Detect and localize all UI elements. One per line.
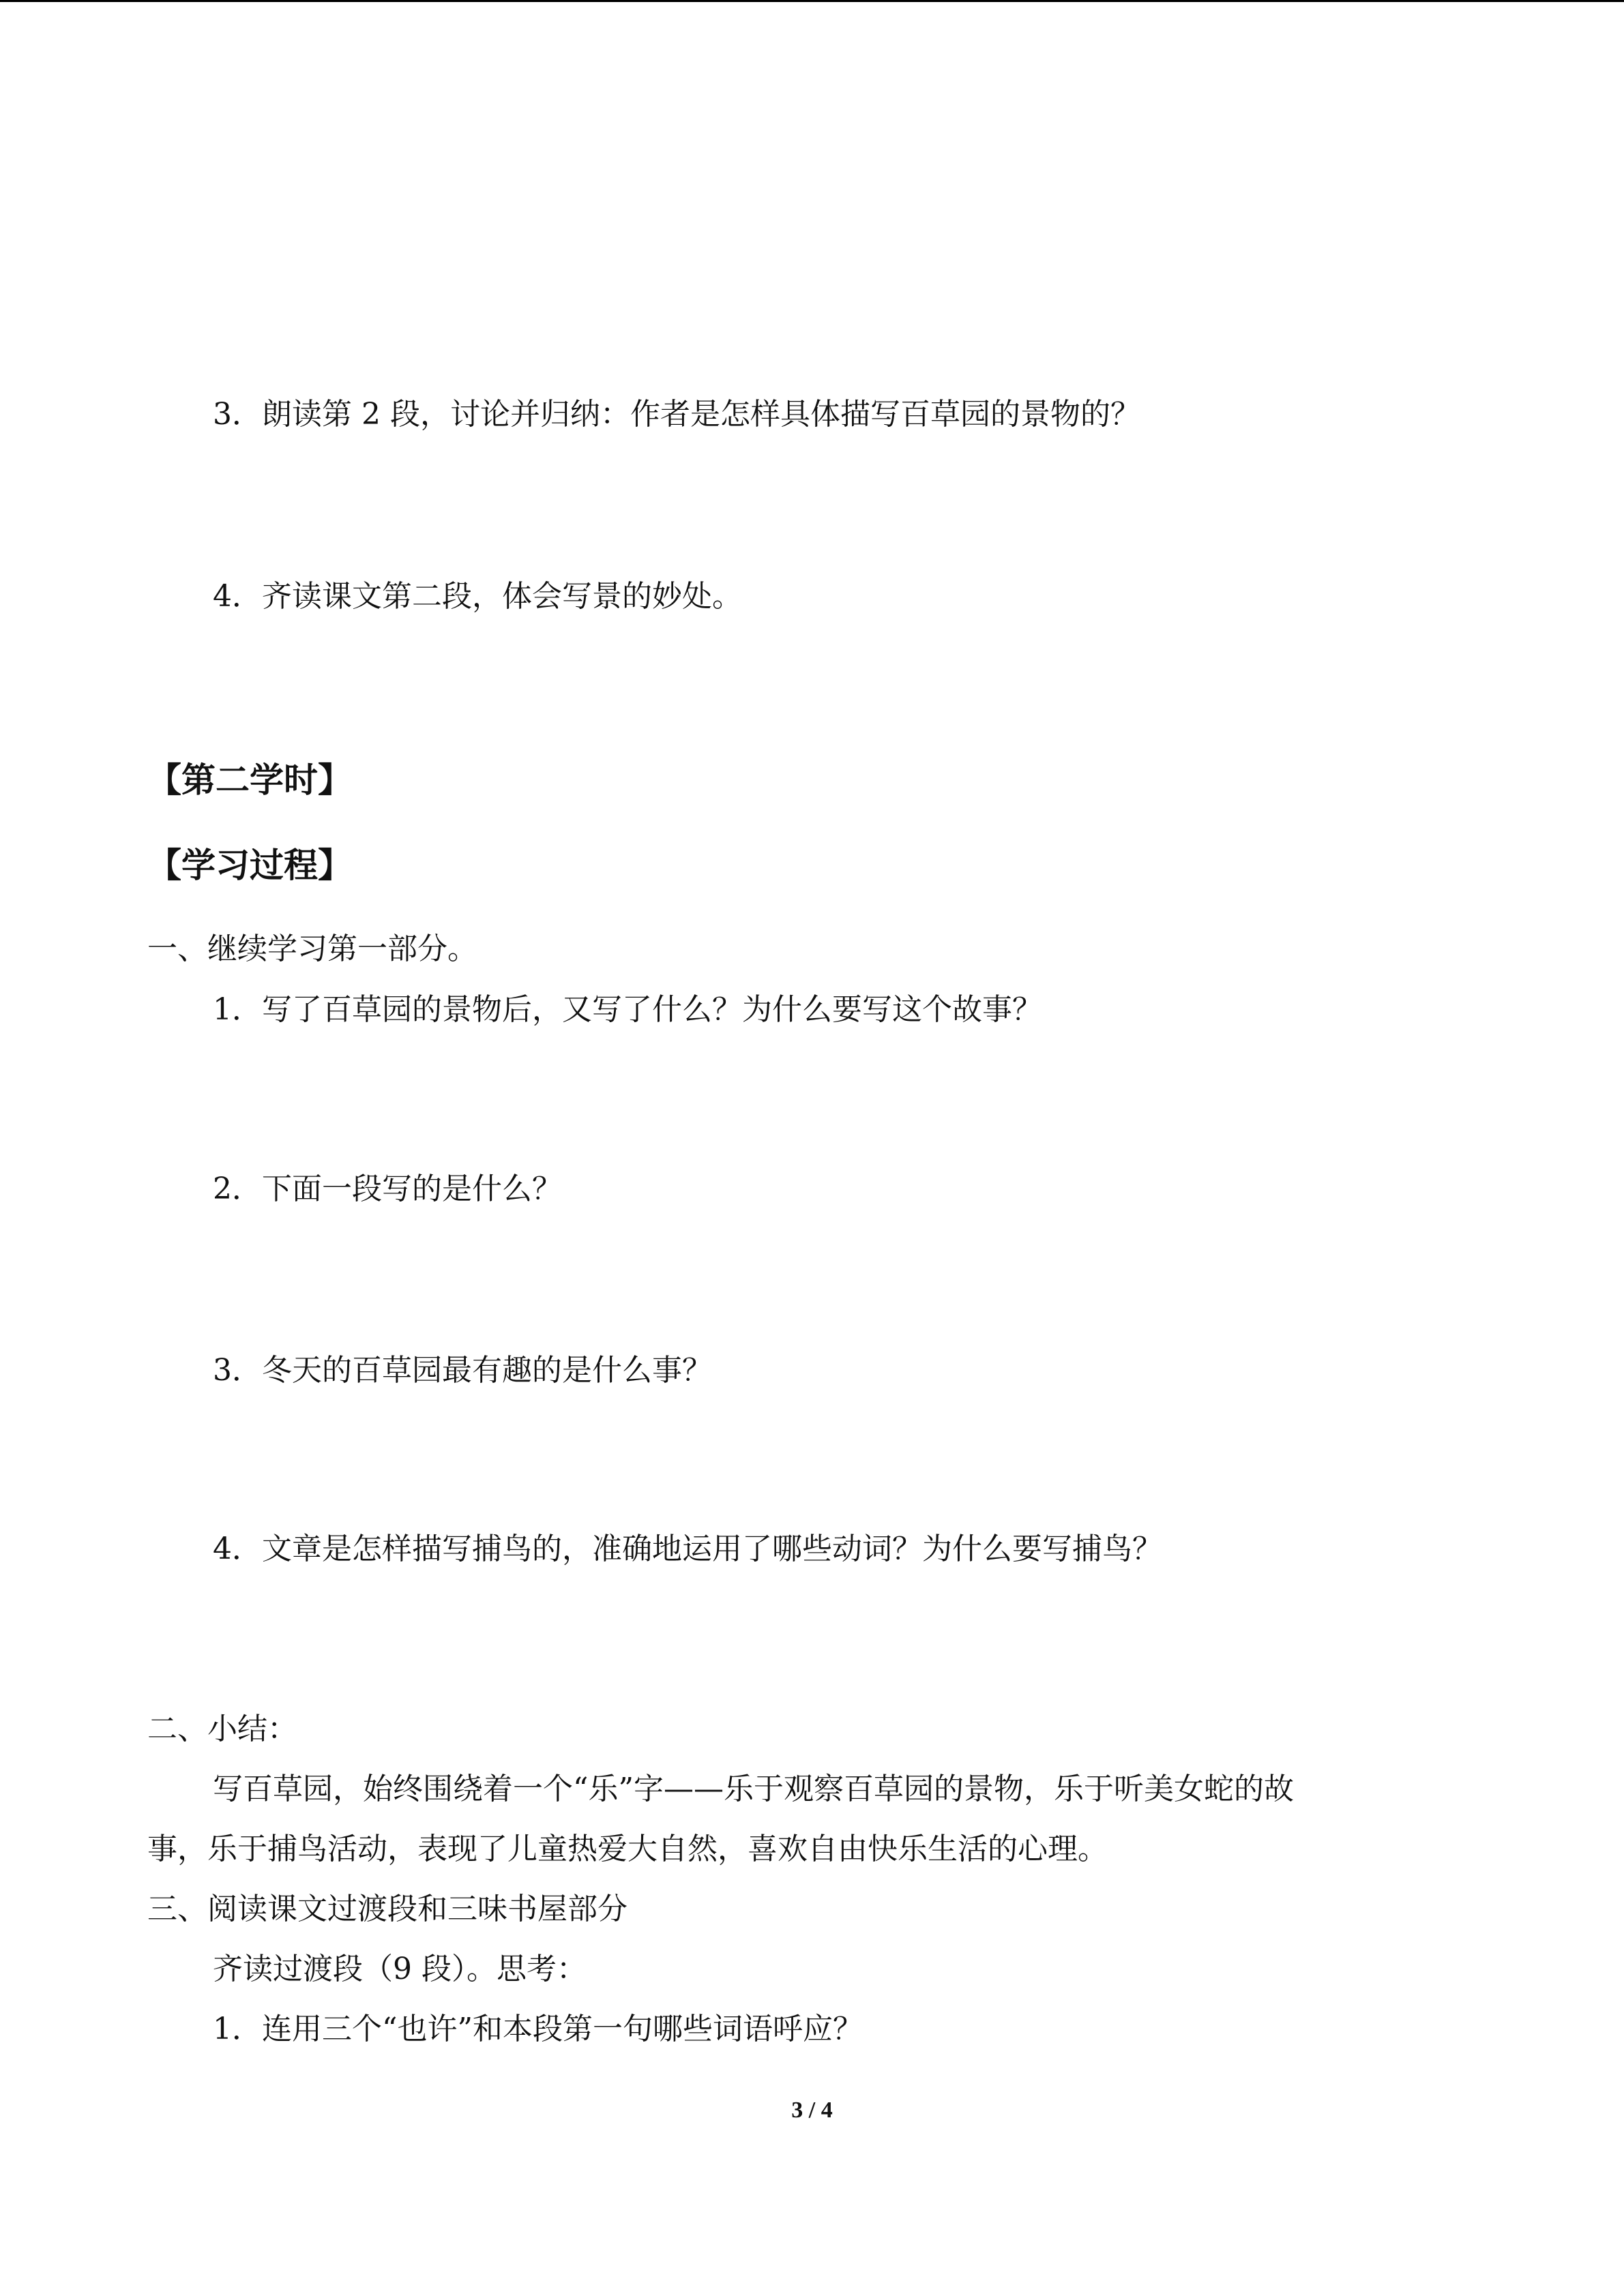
heading-second-lesson: 【第二学时】 — [147, 760, 352, 800]
section-1-question-3: 3．冬天的百草园最有趣的是什么事？ — [213, 1353, 712, 1388]
section-1-question-4: 4．文章是怎样描写捕鸟的，准确地运用了哪些动词？为什么要写捕鸟？ — [213, 1532, 1162, 1566]
summary-paragraph-line-2: 事，乐于捕鸟活动，表现了儿童热爱大自然，喜欢自由快乐生活的心理。 — [147, 1832, 1108, 1866]
page-number: 3 / 4 — [791, 2098, 833, 2123]
heading-learning-process: 【学习过程】 — [147, 846, 352, 885]
section-1-title: 一、继续学习第一部分。 — [147, 931, 477, 966]
page-top-border — [0, 0, 1624, 2]
question-4-reading: 4．齐读课文第二段，体会写景的妙处。 — [213, 579, 742, 614]
section-1-question-1: 1．写了百草园的景物后，又写了什么？为什么要写这个故事？ — [213, 992, 1042, 1027]
summary-paragraph-line-1: 写百草园，始终围绕着一个“乐”字——乐于观察百草园的景物，乐于听美女蛇的故 — [213, 1772, 1294, 1806]
section-3-question-1: 1．连用三个“也许”和本段第一句哪些词语呼应？ — [213, 2012, 863, 2046]
section-3-title: 三、阅读课文过渡段和三味书屋部分 — [147, 1892, 628, 1926]
question-3-reading: 3．朗读第 2 段，讨论并归纳：作者是怎样具体描写百草园的景物的？ — [213, 397, 1140, 432]
section-2-title: 二、小结： — [147, 1712, 297, 1746]
section-3-intro: 齐读过渡段（9 段）。思考： — [213, 1952, 587, 1986]
section-1-question-2: 2．下面一段写的是什么？ — [213, 1172, 562, 1206]
